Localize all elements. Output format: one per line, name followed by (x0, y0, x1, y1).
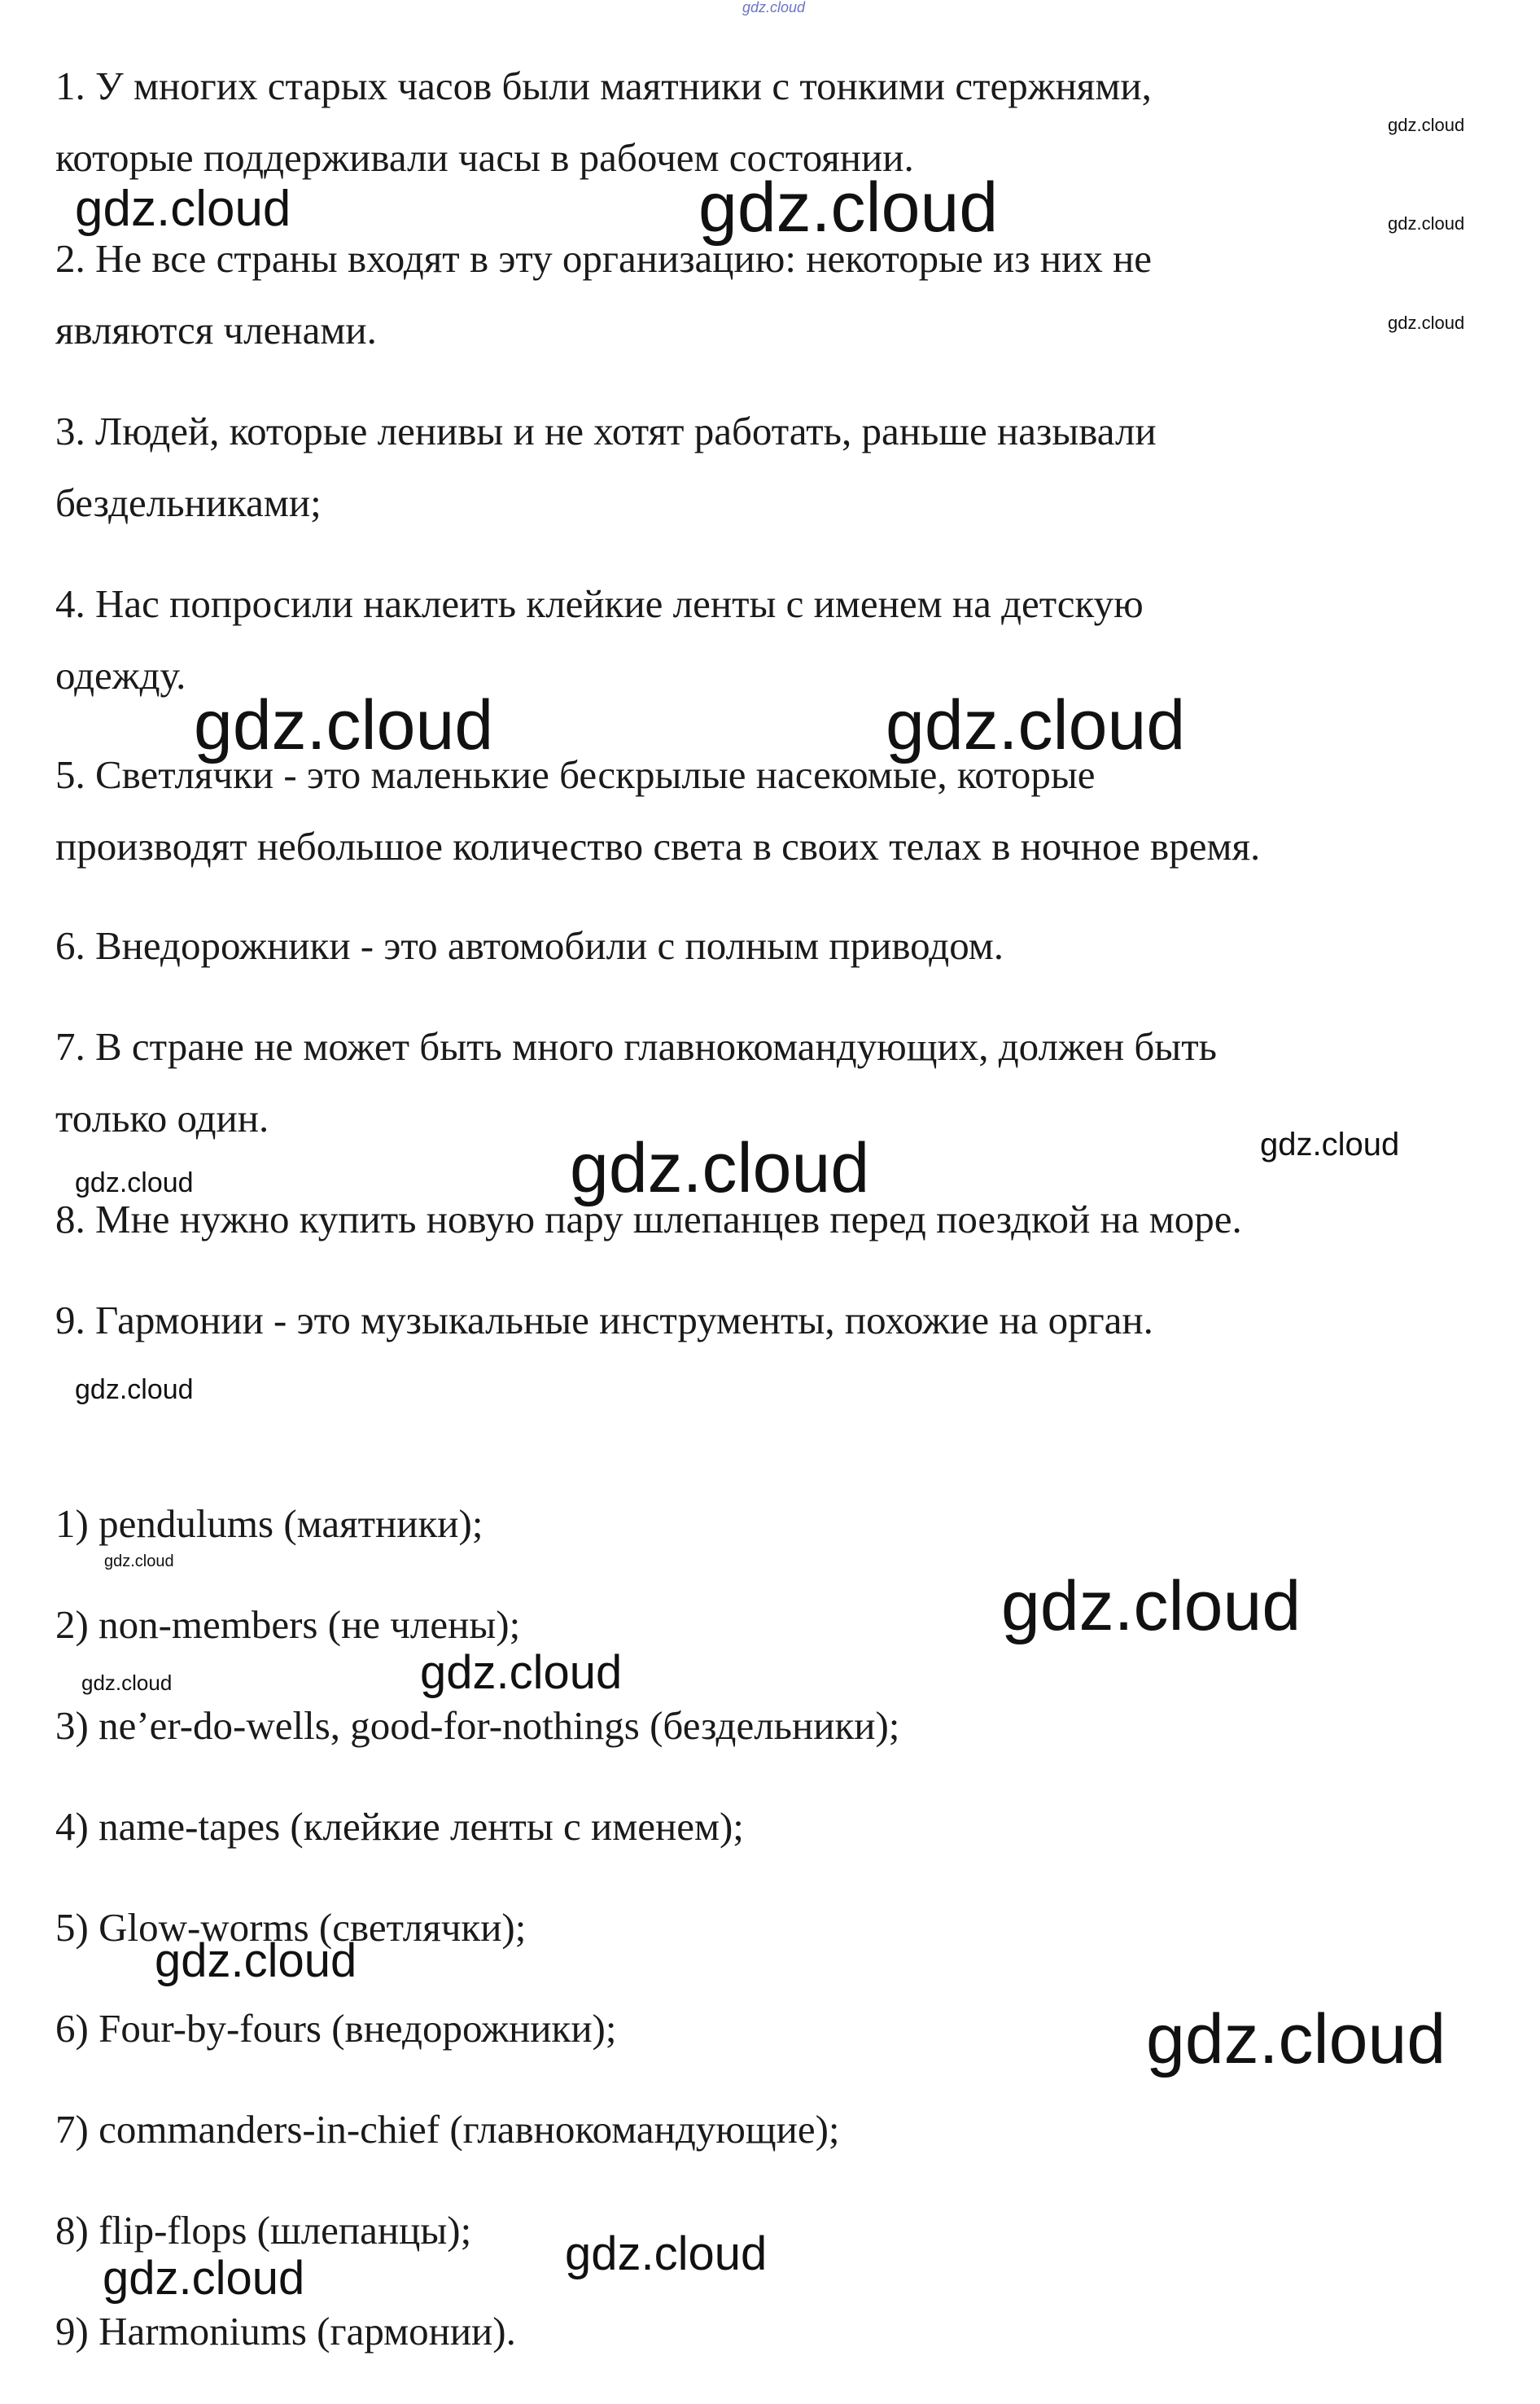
question-line: 2. Не все страны входят в эту организацию: некоторые из них не (55, 236, 1153, 281)
answer-3: 3) ne’er-do-wells, good-for-nothings (бездельники); (55, 1703, 900, 1748)
answer-9: 9) Harmoniums (гармонии). (55, 2309, 516, 2354)
watermark: gdz.cloud (104, 1552, 174, 1570)
watermark: gdz.cloud (81, 1671, 173, 1695)
question-line: являются членами. (55, 308, 377, 352)
watermark: gdz.cloud (698, 169, 999, 247)
answer-4: 4) name-tapes (клейкие ленты с именем); (55, 1804, 744, 1849)
answer-2: 2) non-members (не члены); (55, 1602, 521, 1647)
answer-7: 7) commanders-in-chief (главнокомандующие); (55, 2107, 840, 2152)
watermark: gdz.cloud (1260, 1127, 1400, 1163)
question-line: одежду. (55, 653, 186, 698)
question-line: 8. Мне нужно купить новую пару шлепанцев перед поездкой на море. (55, 1197, 1242, 1241)
watermark: gdz.cloud (570, 1129, 870, 1207)
question-line: 7. В стране не может быть много главнокомандующих, должен быть (55, 1024, 1217, 1069)
watermark: gdz.cloud (155, 1934, 357, 1987)
watermark: gdz.cloud (1388, 115, 1465, 135)
watermark: gdz.cloud (75, 1374, 194, 1405)
question-line: которые поддерживали часы в рабочем состоянии. (55, 135, 914, 180)
answer-8: 8) flip-flops (шлепанцы); (55, 2208, 472, 2253)
question-line: производят небольшое количество света в своих телах в ночное время. (55, 824, 1261, 869)
watermark: gdz.cloud (1001, 1567, 1302, 1645)
watermark: gdz.cloud (742, 0, 806, 15)
answer-1: 1) pendulums (маятники); (55, 1501, 483, 1546)
question-line: бездельниками; (55, 480, 322, 525)
watermark: gdz.cloud (75, 181, 291, 237)
watermark: gdz.cloud (103, 2252, 305, 2305)
question-6 (55, 910, 1520, 982)
watermark: gdz.cloud (75, 1167, 194, 1198)
answer-5: 5) Glow-worms (светлячки); (55, 1905, 527, 1950)
question-line: 3. Людей, которые ленивы и не хотят работать, раньше называли (55, 409, 1157, 453)
watermark: gdz.cloud (1388, 213, 1465, 234)
watermark: gdz.cloud (1146, 2000, 1446, 2078)
question-line: только один. (55, 1096, 269, 1141)
question-line: 5. Светлячки - это маленькие бескрылые насекомые, которые (55, 752, 1096, 797)
question-9 (55, 1285, 1520, 1356)
answer-6: 6) Four-by-fours (внедорожники); (55, 2006, 617, 2051)
question-line: 1. У многих старых часов были маятники с тонкими стержнями, (55, 63, 1152, 108)
watermark: gdz.cloud (194, 686, 494, 764)
watermark: gdz.cloud (886, 686, 1186, 764)
question-3 (55, 396, 1520, 539)
question-line: 4. Нас попросили наклеить клейкие ленты с именем на детскую (55, 581, 1144, 626)
question-line: 6. Внедорожники - это автомобили с полным приводом. (55, 923, 1004, 968)
watermark: gdz.cloud (565, 2227, 768, 2280)
question-line: 9. Гармонии - это музыкальные инструменты, похожие на орган. (55, 1298, 1153, 1342)
watermark: gdz.cloud (420, 1646, 623, 1699)
watermark: gdz.cloud (1388, 313, 1465, 333)
